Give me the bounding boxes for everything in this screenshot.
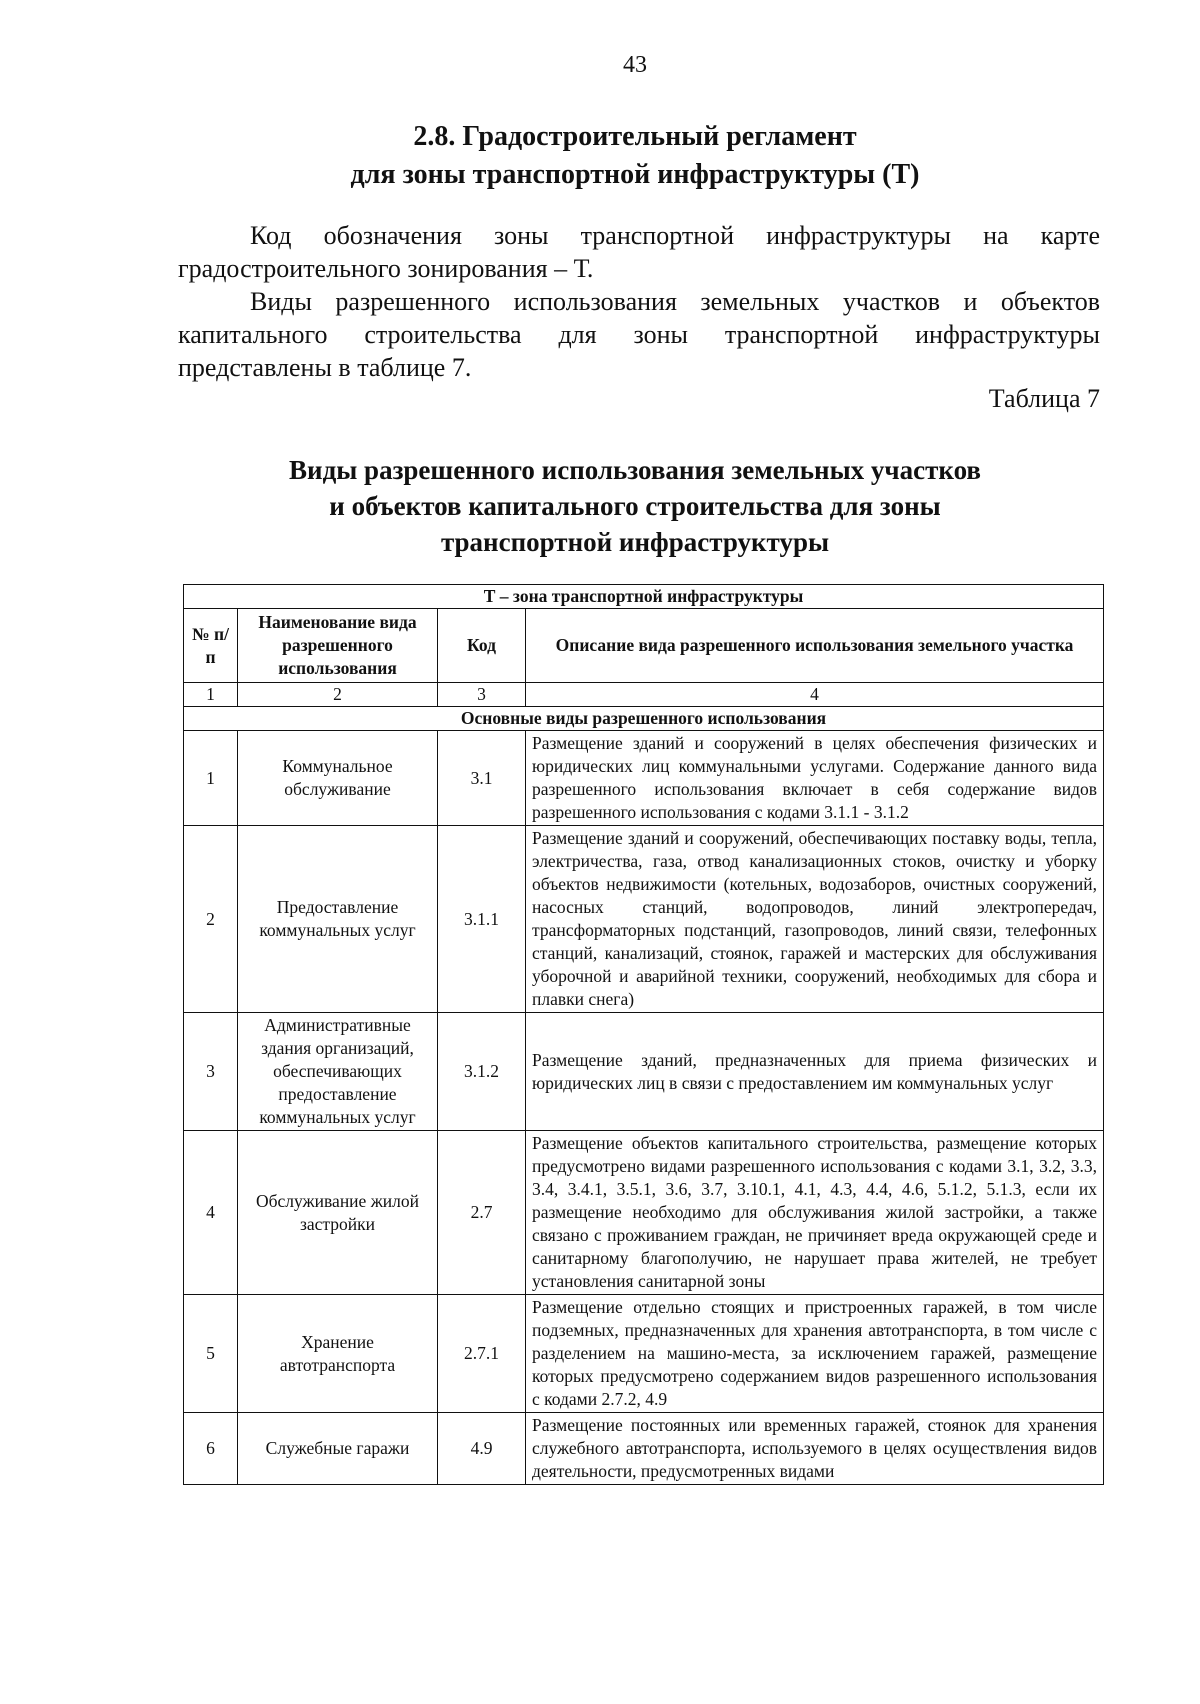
section-title-line-1: 2.8. Градостроительный регламент xyxy=(413,121,857,152)
row-name: Коммунальное обслуживание xyxy=(238,731,438,826)
col-index: 4 xyxy=(526,683,1104,707)
table-row xyxy=(184,1131,1104,1295)
row-name: Административные здания организаций, обеспечивающих предоставление коммунальных услуг xyxy=(238,1013,438,1131)
row-desc: Размещение зданий и сооружений, обеспечивающих поставку воды, тепла, электричества, газа, отвод канализационных стоков, очистку и уборку объектов недвижимости (котельных, водозаборов, очистных сооружений, насосных станций, водопроводов, линий электропередач, трансформаторных подстанций, газопроводов, линий связи, телефонных станций, канализаций, стоянок, гаражей и мастерских для обслуживания уборочной и аварийной техники, сооружений, необходимых для сбора и плавки снега) xyxy=(526,826,1104,1013)
col-index: 1 xyxy=(184,683,238,707)
row-code: 3.1.2 xyxy=(438,1013,526,1131)
row-name: Обслуживание жилой застройки xyxy=(238,1131,438,1295)
table-title-line-3: транспортной инфраструктуры xyxy=(440,527,830,557)
group-title-row xyxy=(184,707,1104,731)
zone-header: Т – зона транспортной инфраструктуры xyxy=(184,585,1104,609)
col-index: 3 xyxy=(438,683,526,707)
table-row xyxy=(184,1295,1104,1413)
row-code: 2.7 xyxy=(438,1131,526,1295)
permitted-uses-paragraph: Виды разрешенного использования земельных участков и объектов капитального строительства для зоны транспортной инфраструктуры представлены в таблице 7. xyxy=(178,287,1100,382)
col-header-num: № п/п xyxy=(184,609,238,683)
page-number: 43 xyxy=(623,52,647,78)
row-code: 2.7.1 xyxy=(438,1295,526,1413)
row-code: 4.9 xyxy=(438,1413,526,1485)
section-title xyxy=(0,118,1200,194)
row-num: 3 xyxy=(184,1013,238,1131)
column-header-row xyxy=(184,609,1104,683)
row-desc: Размещение постоянных или временных гаражей, стоянок для хранения служебного автотранспорта, используемого в целях осуществления видов деятельности, предусмотренных видами xyxy=(526,1413,1104,1485)
row-name: Предоставление коммунальных услуг xyxy=(238,826,438,1013)
row-code: 3.1.1 xyxy=(438,826,526,1013)
row-num: 6 xyxy=(184,1413,238,1485)
column-index-row xyxy=(184,683,1104,707)
permitted-uses-table xyxy=(183,584,1104,1485)
table-title-line-2: и объектов капитального строительства для зоны xyxy=(329,491,941,521)
row-num: 2 xyxy=(184,826,238,1013)
table-title xyxy=(0,452,1200,560)
row-num: 1 xyxy=(184,731,238,826)
zone-code-paragraph: Код обозначения зоны транспортной инфраструктуры на карте градостроительного зонирования – Т. xyxy=(178,221,1100,283)
group-title: Основные виды разрешенного использования xyxy=(184,707,1104,731)
row-name: Хранение автотранспорта xyxy=(238,1295,438,1413)
table-caption: Таблица 7 xyxy=(988,384,1100,413)
zone-header-row xyxy=(184,585,1104,609)
section-title-line-2: для зоны транспортной инфраструктуры (Т) xyxy=(350,159,920,190)
row-desc: Размещение зданий и сооружений в целях обеспечения физических и юридических лиц коммунальными услугами. Содержание данного вида разрешенного использования включает в себя содержание видов разрешенного использования с кодами 3.1.1 - 3.1.2 xyxy=(526,731,1104,826)
col-header-desc: Описание вида разрешенного использования земельного участка xyxy=(526,609,1104,683)
row-num: 5 xyxy=(184,1295,238,1413)
row-desc: Размещение отдельно стоящих и пристроенных гаражей, в том числе подземных, предназначенных для хранения автотранспорта, в том числе с разделением на машино-места, за исключением гаражей, размещение которых предусмотрено содержанием видов разрешенного использования с кодами 2.7.2, 4.9 xyxy=(526,1295,1104,1413)
row-desc: Размещение зданий, предназначенных для приема физических и юридических лиц в связи с предоставлением им коммунальных услуг xyxy=(526,1013,1104,1131)
col-header-name: Наименование вида разрешенного использования xyxy=(238,609,438,683)
col-index: 2 xyxy=(238,683,438,707)
table-row xyxy=(184,1013,1104,1131)
row-code: 3.1 xyxy=(438,731,526,826)
table-row xyxy=(184,826,1104,1013)
row-name: Служебные гаражи xyxy=(238,1413,438,1485)
row-num: 4 xyxy=(184,1131,238,1295)
row-desc: Размещение объектов капитального строительства, размещение которых предусмотрено видами разрешенного использования с кодами 3.1, 3.2, 3.3, 3.4, 3.4.1, 3.5.1, 3.6, 3.7, 3.10.1, 4.1, 4.3, 4.4, 4.6, 5.1.2, 5.1.3, если их размещение необходимо для обслуживания жилой застройки, а также связано с проживанием граждан, не причиняет вреда окружающей среде и санитарному благополучию, не нарушает права жителей, не требует установления санитарной зоны xyxy=(526,1131,1104,1295)
col-header-code: Код xyxy=(438,609,526,683)
table-row xyxy=(184,1413,1104,1485)
table-title-line-1: Виды разрешенного использования земельных участков xyxy=(289,455,981,485)
table-row xyxy=(184,731,1104,826)
